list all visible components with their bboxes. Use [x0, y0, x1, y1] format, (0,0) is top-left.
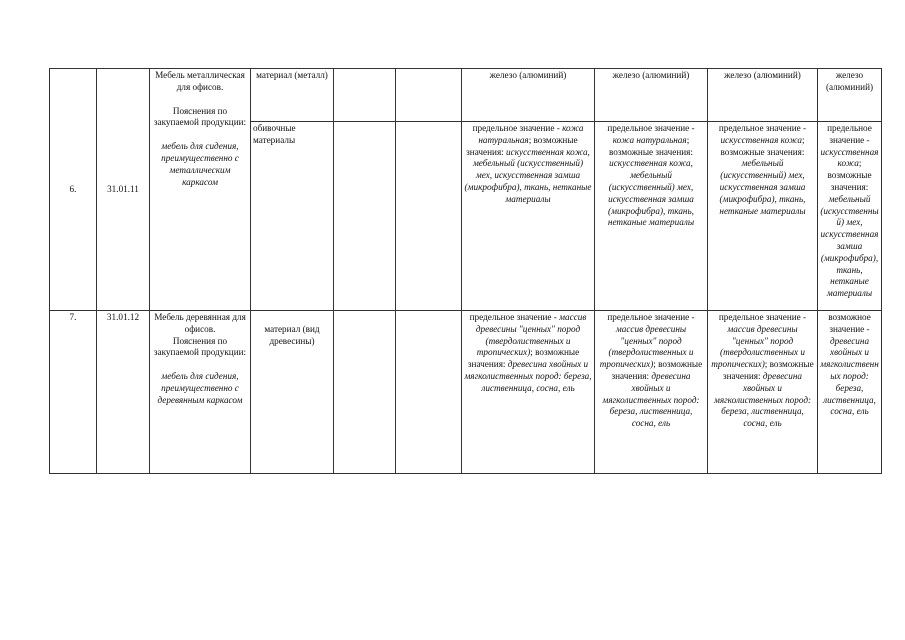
value-normal: предельное значение - [472, 123, 563, 133]
value-italic: древесина хвойных и мягколиственных пород: береза, лиственница, сосна, ель [464, 359, 592, 393]
explanation-text: мебель для сидения, преимущественно с деревянным каркасом [157, 371, 243, 405]
value-italic: кожа натуральная [612, 134, 687, 145]
product-name: Мебель деревянная для офисов. [154, 312, 246, 334]
value-normal: ; возможные значения: [723, 359, 814, 381]
value-italic: мебельный (искусственный) мех, искусственная замша (микрофибра), ткань, нетканые материалы [820, 193, 879, 299]
characteristic-text: материал (вид древесины) [264, 324, 320, 346]
explanation-text: мебель для сидения, преимущественно с металлическим каркасом [161, 141, 239, 187]
empty-cell [334, 311, 396, 474]
value-cell: железо (алюминий) [595, 69, 708, 122]
value-normal: предельное значение - [718, 123, 807, 133]
explanation-label: Пояснения по закупаемой продукции: [153, 335, 247, 358]
value-cell: железо (алюминий) [818, 69, 882, 122]
value-normal: возможное значение - [828, 312, 871, 334]
value-italic: массив древесины "ценных" пород (твердолиственных и тропических) [599, 323, 694, 370]
empty-cell [396, 311, 462, 474]
value-cell [462, 311, 595, 474]
value-italic: искусственная кожа, мебельный (искусственный) мех, искусственная замша (микрофибра), ткань, нетканые материалы [464, 146, 592, 204]
empty-cell [396, 69, 462, 122]
value-normal: предельное значение - [607, 123, 695, 133]
value-italic: искусственная кожа [720, 134, 802, 145]
value-normal: ; возможные значения: [609, 134, 693, 157]
value-cell [462, 122, 595, 311]
value-normal: предельное значение - [469, 312, 560, 322]
value-normal: предельное значение - [718, 312, 807, 322]
value-cell: железо (алюминий) [462, 69, 595, 122]
value-italic: массив древесины "ценных" пород (твердолиственных и тропических) [475, 312, 587, 358]
value-italic: древесина хвойных и мягколиственных пород: береза, лиственница, сосна, ель [602, 370, 700, 429]
value-normal: ; возможные значения: [466, 134, 578, 157]
value-normal: ; возможные значения: [827, 158, 872, 192]
value-italic: искусственная кожа [820, 146, 879, 169]
value-normal: ; возможные значения: [720, 134, 805, 157]
value-cell [818, 311, 882, 474]
regulation-table [49, 68, 882, 474]
value-normal: предельное значение - [827, 123, 872, 145]
table-row [50, 69, 882, 122]
empty-cell [334, 69, 396, 122]
row-number: 7. [50, 311, 97, 474]
product-name-cell [150, 69, 251, 311]
product-name: Мебель металлическая для офисов. [155, 70, 245, 92]
characteristic-cell [251, 311, 334, 474]
table-row [50, 311, 882, 474]
value-cell [595, 311, 708, 474]
okpd-code: 31.01.12 [97, 311, 150, 474]
value-italic: мебельный (искусственный) мех, искусственная замша (микрофибра), ткань, нетканые материалы [719, 158, 806, 216]
value-cell [595, 122, 708, 311]
empty-cell [334, 122, 396, 311]
characteristic-cell: обивочные материалы [251, 122, 334, 311]
value-italic: массив древесины "ценных" пород (твердолиственных и тропических) [711, 323, 805, 370]
value-italic: древесина хвойных и мягколиственных пород: береза, лиственница, сосна, ель [820, 335, 879, 417]
explanation-label: Пояснения по закупаемой продукции: [153, 105, 247, 128]
value-cell: железо (алюминий) [708, 69, 818, 122]
value-normal: предельное значение - [607, 312, 695, 322]
value-normal: ; возможные значения: [611, 359, 703, 381]
value-italic: кожа натуральная [478, 123, 584, 145]
product-name-cell [150, 311, 251, 474]
value-italic: древесина хвойных и мягколиственных пород: береза, лиственница, сосна, ель [713, 370, 812, 429]
row-number: 6. [50, 69, 97, 311]
value-cell [708, 311, 818, 474]
value-normal: ; возможные значения: [467, 347, 580, 370]
value-cell [818, 122, 882, 311]
okpd-code: 31.01.11 [97, 69, 150, 311]
characteristic-cell: материал (металл) [251, 69, 334, 122]
value-cell [708, 122, 818, 311]
empty-cell [396, 122, 462, 311]
value-italic: искусственная кожа, мебельный (искусственный) мех, искусственная замша (микрофибра), ткань, нетканые материалы [607, 158, 695, 228]
